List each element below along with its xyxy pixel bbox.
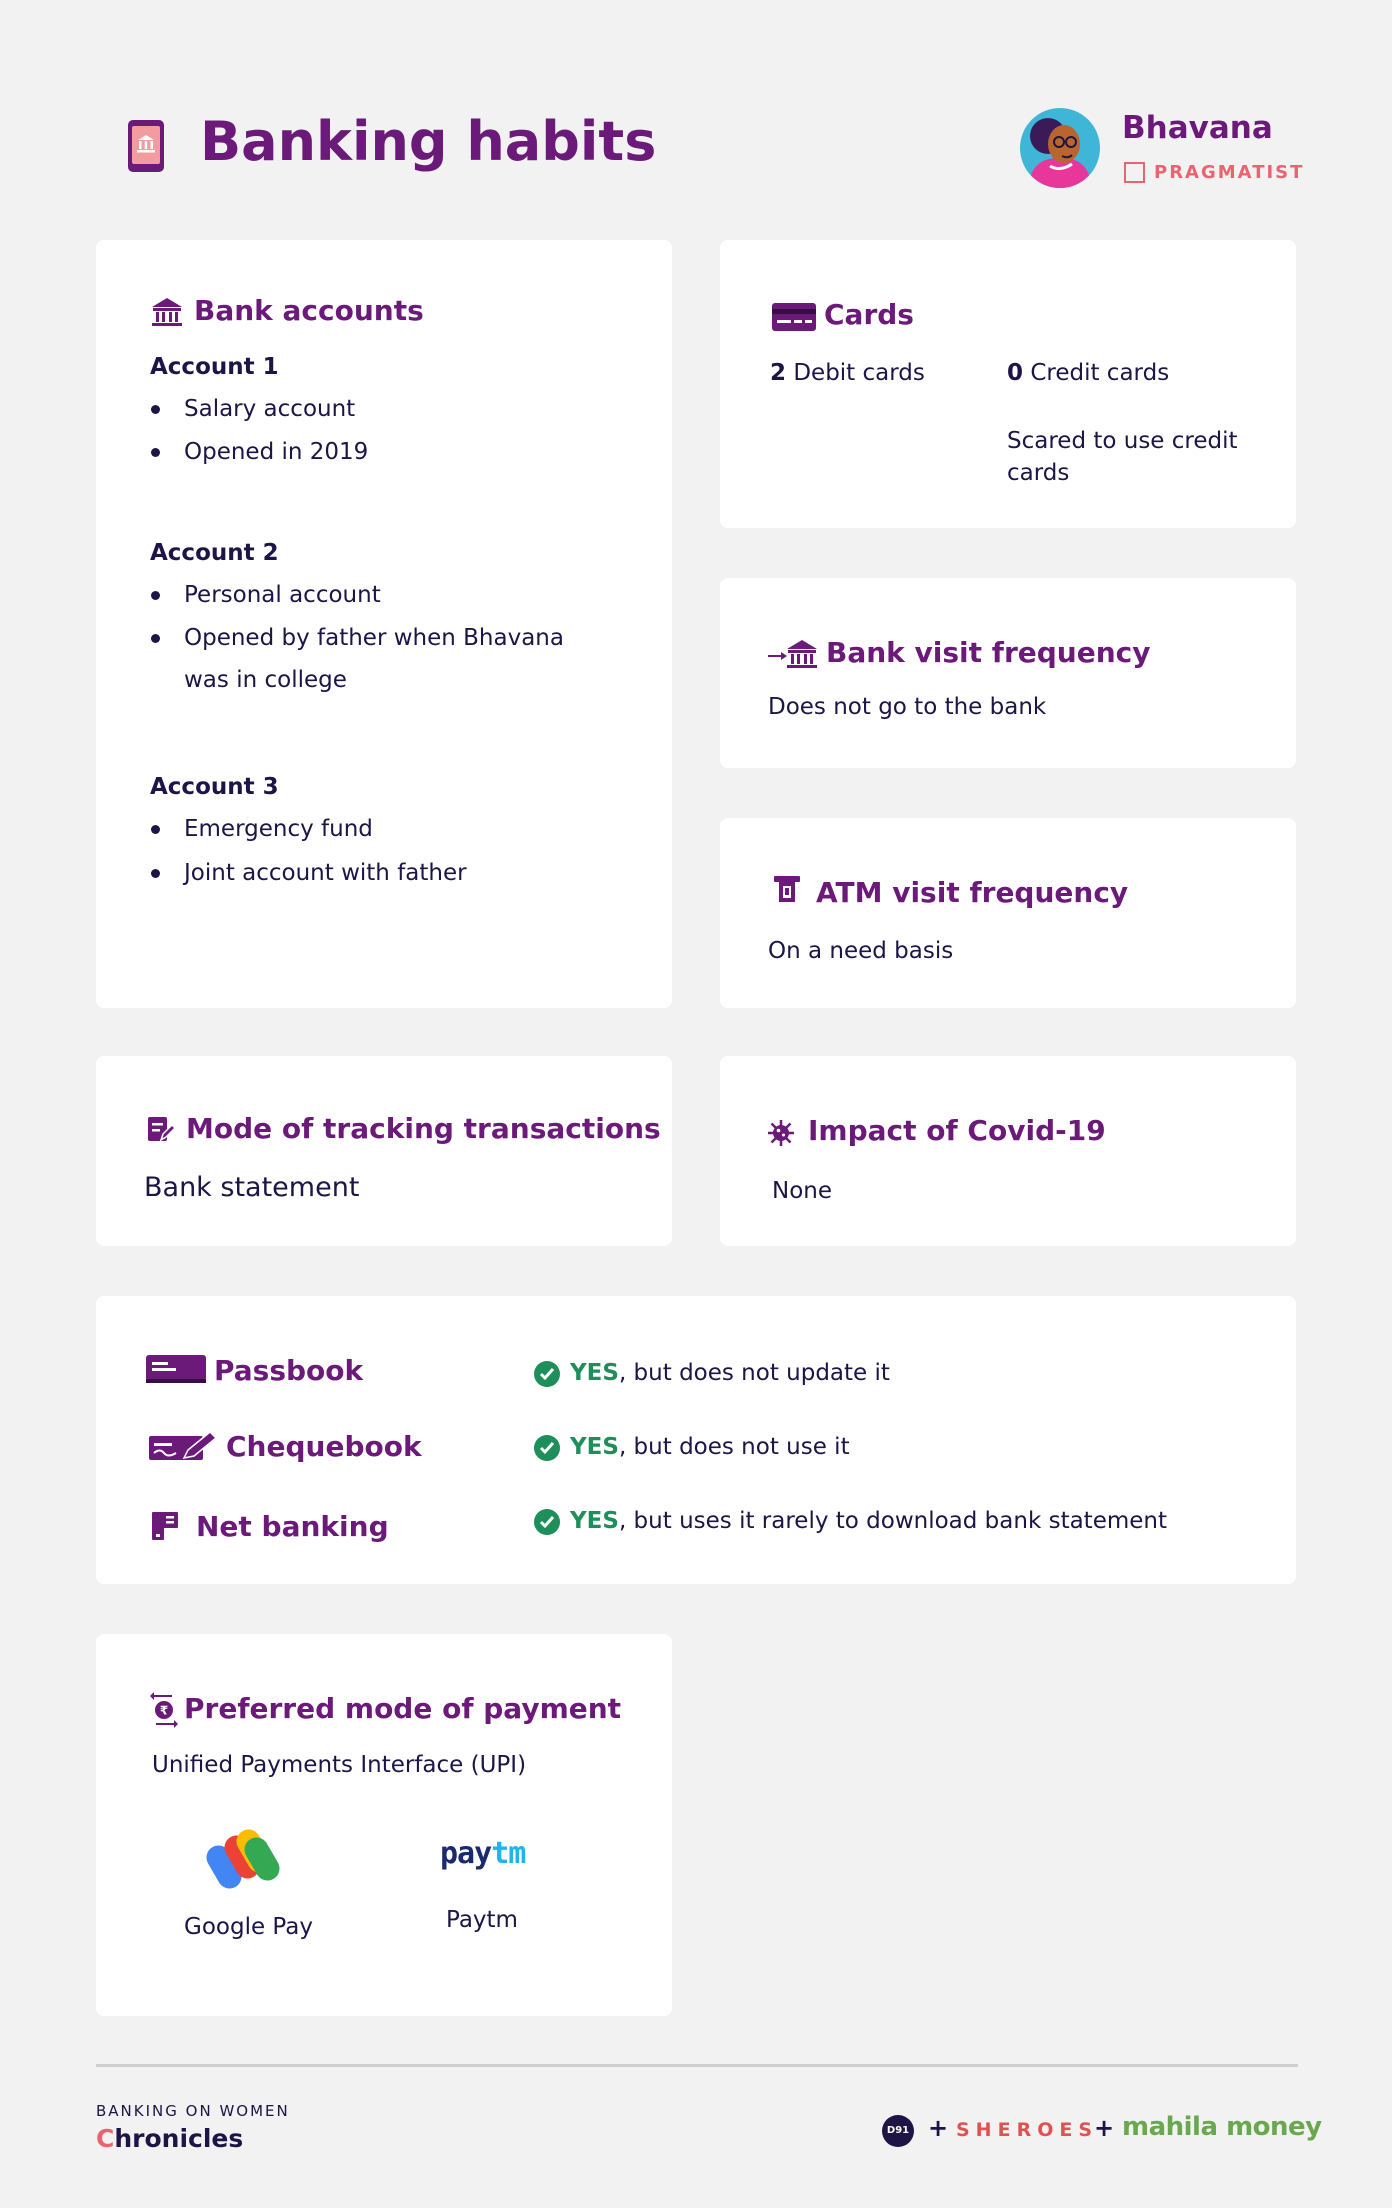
persona-avatar	[1018, 106, 1102, 194]
check-circle-icon	[533, 1360, 561, 1392]
covid-value: None	[772, 1178, 833, 1204]
account-3-name: Account 3	[150, 774, 279, 800]
d91-logo	[882, 2115, 914, 2147]
atm-visit-title: ATM visit frequency	[816, 876, 1129, 909]
notes-edit-icon	[146, 1114, 176, 1148]
bullet	[151, 634, 160, 643]
persona-name: Bhavana	[1122, 110, 1273, 146]
bank-accounts-title: Bank accounts	[194, 294, 424, 327]
bullet	[151, 825, 160, 834]
virus-icon	[766, 1118, 796, 1152]
passbook-label: Passbook	[214, 1354, 364, 1387]
series-name-rest: hronicles	[114, 2124, 244, 2153]
bullet	[151, 448, 160, 457]
bullet	[151, 869, 160, 878]
d91-logo-text: D91	[886, 2125, 910, 2136]
credit-card-icon	[771, 302, 817, 336]
net-banking-status-rest: , but uses it rarely to download bank statement	[618, 1508, 1167, 1534]
payment-subtitle: Unified Payments Interface (UPI)	[152, 1752, 527, 1778]
persona-checkbox-icon	[1124, 162, 1145, 183]
paytm-label: Paytm	[446, 1907, 518, 1933]
net-banking-yes: YES	[570, 1508, 619, 1534]
debit-cards-text	[770, 360, 925, 386]
account-3-bullet-1: Emergency fund	[184, 816, 373, 842]
covid-card	[720, 1056, 1296, 1246]
phone-bank-icon	[126, 118, 166, 178]
page-title: Banking habits	[200, 110, 657, 173]
debit-count: 2	[770, 360, 787, 386]
chequebook-icon	[148, 1430, 218, 1466]
passbook-status	[570, 1360, 890, 1386]
footer-plus-1: +	[928, 2114, 949, 2142]
tracking-card	[96, 1056, 672, 1246]
passbook-status-rest: , but does not update it	[618, 1360, 890, 1386]
check-circle-icon	[533, 1434, 561, 1466]
bank-icon	[150, 296, 184, 332]
atm-visit-card	[720, 818, 1296, 1008]
svg-text:₹: ₹	[159, 1703, 169, 1718]
payment-title: Preferred mode of payment	[184, 1692, 622, 1725]
bank-visit-value: Does not go to the bank	[768, 694, 1047, 720]
covid-title: Impact of Covid-19	[808, 1114, 1106, 1147]
net-banking-status	[570, 1508, 1167, 1534]
series-top-label: BANKING ON WOMEN	[96, 2102, 290, 2120]
debit-label: Debit cards	[793, 360, 925, 386]
cards-title: Cards	[824, 298, 914, 331]
passbook-yes: YES	[570, 1360, 619, 1386]
bullet	[151, 591, 160, 600]
google-pay-label: Google Pay	[184, 1914, 313, 1940]
atm-icon	[773, 874, 801, 910]
account-2-bullet-2: Opened by father when Bhavana	[184, 625, 564, 651]
persona-type: PRAGMATIST	[1154, 162, 1305, 183]
net-banking-icon	[150, 1510, 180, 1546]
footer-plus-2: +	[1094, 2114, 1115, 2142]
credit-cards-text	[1007, 360, 1169, 386]
chequebook-status	[570, 1434, 850, 1460]
account-2-bullet-2-cont: was in college	[184, 667, 347, 693]
chequebook-label: Chequebook	[226, 1430, 422, 1463]
mahila-money-logo: mahila money	[1122, 2112, 1322, 2142]
credit-note-line2: cards	[1007, 460, 1070, 486]
check-circle-icon	[533, 1508, 561, 1540]
passbook-icon	[145, 1354, 207, 1388]
account-2-name: Account 2	[150, 540, 279, 566]
sheroes-logo: SHEROES	[956, 2119, 1099, 2141]
footer-divider	[96, 2064, 1298, 2067]
account-1-bullet-1: Salary account	[184, 396, 356, 422]
account-1-name: Account 1	[150, 354, 279, 380]
chequebook-status-rest: , but does not use it	[618, 1434, 850, 1460]
tracking-title: Mode of tracking transactions	[186, 1112, 661, 1145]
series-name	[96, 2124, 243, 2153]
credit-count: 0	[1007, 360, 1024, 386]
net-banking-label: Net banking	[196, 1510, 389, 1543]
bullet	[151, 405, 160, 414]
google-pay-logo-icon	[206, 1824, 286, 1898]
tracking-value: Bank statement	[144, 1172, 360, 1203]
credit-note-line1: Scared to use credit	[1007, 428, 1238, 454]
rupee-exchange-icon	[150, 1690, 178, 1734]
account-2-bullet-1: Personal account	[184, 582, 381, 608]
series-name-c: C	[96, 2124, 115, 2153]
bank-visit-title: Bank visit frequency	[826, 636, 1151, 669]
paytm-logo-tm: tm	[491, 1836, 526, 1871]
paytm-logo-pay: pay	[440, 1836, 492, 1871]
bank-visit-icon	[767, 638, 817, 674]
atm-visit-value: On a need basis	[768, 938, 954, 964]
account-3-bullet-2: Joint account with father	[184, 860, 467, 886]
chequebook-yes: YES	[570, 1434, 619, 1460]
paytm-logo	[440, 1836, 525, 1871]
credit-label: Credit cards	[1030, 360, 1170, 386]
account-1-bullet-2: Opened in 2019	[184, 439, 369, 465]
